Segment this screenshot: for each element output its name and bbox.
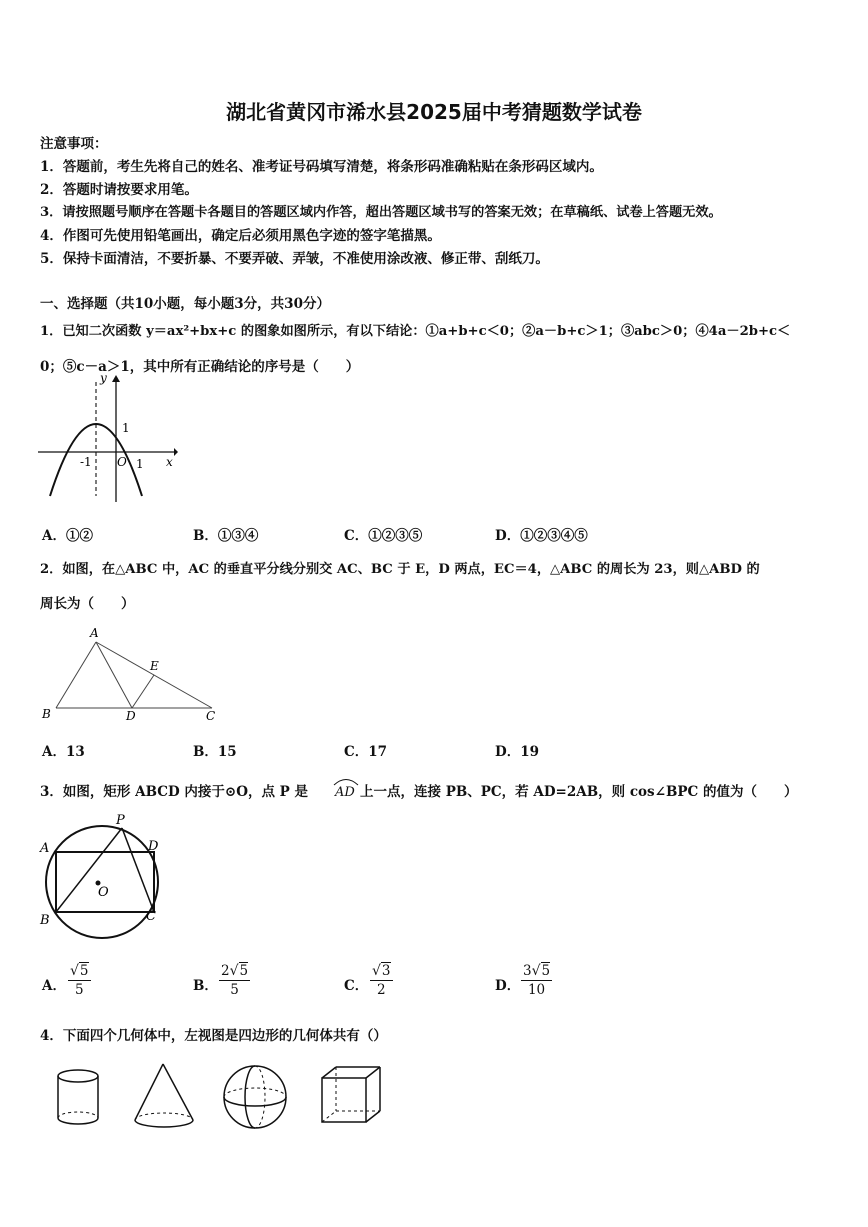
q3-option-c-label[interactable]: C．: [344, 978, 369, 994]
q4-sphere-figure: [220, 1062, 290, 1132]
q2-option-a[interactable]: A．13: [42, 744, 85, 760]
q3-circle-figure: [36, 810, 170, 946]
q1-neg1-label: -1: [80, 455, 92, 469]
q2-line1: 2．如图，在△ABC 中，AC 的垂直平分线分别交 AC、BC 于 E，D 两点，EC＝4，△ABC 的周长为 23，则△ABD 的: [40, 562, 760, 577]
q1-option-d[interactable]: D．①②③④⑤: [495, 528, 588, 544]
q3-option-b-fraction[interactable]: $\frac{2√5}{5}$: [221, 963, 249, 998]
q3-option-a-label[interactable]: A．: [42, 978, 66, 994]
q3-option-d-label[interactable]: D．: [495, 978, 521, 994]
q1-parabola-figure: [38, 372, 178, 502]
q2-triangle-figure: [38, 624, 228, 724]
q1-option-c[interactable]: C．①②③⑤: [344, 528, 423, 544]
q2-label-d: D: [126, 709, 136, 723]
q3-label-o: O: [98, 885, 109, 900]
q1-origin-label: O: [117, 455, 127, 469]
page-title: 湖北省黄冈市浠水县2025届中考猜题数学试卷: [226, 100, 642, 124]
note-item-5: 5．保持卡面清洁，不要折暴、不要弄破、弄皱，不准使用涂改液、修正带、刮纸刀。: [40, 251, 549, 267]
q4-cylinder-figure: [50, 1066, 106, 1130]
q3-arc-ad: [333, 776, 359, 804]
q2-label-b: B: [42, 707, 51, 721]
q3-arc-label: AD: [335, 785, 355, 800]
q3-option-b-label[interactable]: B．: [193, 978, 218, 994]
q1-y-label: y: [100, 372, 107, 385]
q1-one-x-label: 1: [136, 457, 144, 471]
q4-cube-figure: [318, 1064, 384, 1126]
q2-option-d[interactable]: D．19: [495, 744, 539, 760]
q1-x-label: x: [166, 455, 173, 469]
q1-one-y-label: 1: [122, 421, 130, 435]
q3-label-b: B: [40, 913, 50, 928]
q3-option-d-fraction[interactable]: $\frac{3√5}{10}$: [523, 963, 551, 998]
q3-label-a: A: [40, 841, 50, 856]
section-heading: 一、选择题（共10小题，每小题3分，共30分）: [40, 296, 330, 312]
q3-option-a-fraction[interactable]: $\frac{√5}{5}$: [70, 963, 89, 998]
q2-label-c: C: [206, 709, 216, 723]
q4-cone-figure: [130, 1060, 200, 1132]
q4-line1: 4．下面四个几何体中，左视图是四边形的几何体共有（）: [40, 1028, 387, 1044]
q1-line2: 0；⑤c－a＞1，其中所有正确结论的序号是（ ）: [40, 359, 360, 375]
q3-label-d: D: [148, 839, 159, 854]
notes-heading: 注意事项：: [40, 136, 108, 152]
q1-option-b[interactable]: B．①③④: [193, 528, 259, 544]
q3-text-b: 上一点，连接 PB、PC，若 AD=2AB，则 cos∠BPC 的值为（ ）: [360, 784, 798, 800]
note-item-4: 4．作图可先使用铅笔画出，确定后必须用黑色字迹的签字笔描黑。: [40, 228, 441, 244]
q3-option-c-fraction[interactable]: $\frac{√3}{2}$: [372, 963, 391, 998]
note-item-3: 3．请按照题号顺序在答题卡各题目的答题区域内作答，超出答题区域书写的答案无效；在草稿纸、试卷上答题无效。: [40, 205, 722, 220]
note-item-2: 2．答题时请按要求用笔。: [40, 182, 198, 198]
q2-label-e: E: [150, 659, 159, 673]
q3-text-a: 3．如图，矩形 ABCD 内接于⊙O，点 P 是: [40, 784, 309, 800]
q1-line1: 1．已知二次函数 y＝ax²+bx+c 的图象如图所示，有以下结论：①a+b+c＜0；②a－b+c＞1；③abc＞0；④4a－2b+c＜: [40, 324, 791, 339]
q2-option-c[interactable]: C．17: [344, 744, 388, 760]
q1-option-a[interactable]: A．①②: [42, 528, 93, 544]
q3-label-c: C: [146, 909, 156, 924]
note-item-1: 1．答题前，考生先将自己的姓名、准考证号码填写清楚，将条形码准确粘贴在条形码区域内。: [40, 159, 603, 175]
q2-option-b[interactable]: B．15: [193, 744, 237, 760]
q2-label-a: A: [90, 626, 99, 640]
q2-line2: 周长为（ ）: [40, 596, 135, 612]
q3-label-p: P: [116, 813, 125, 828]
